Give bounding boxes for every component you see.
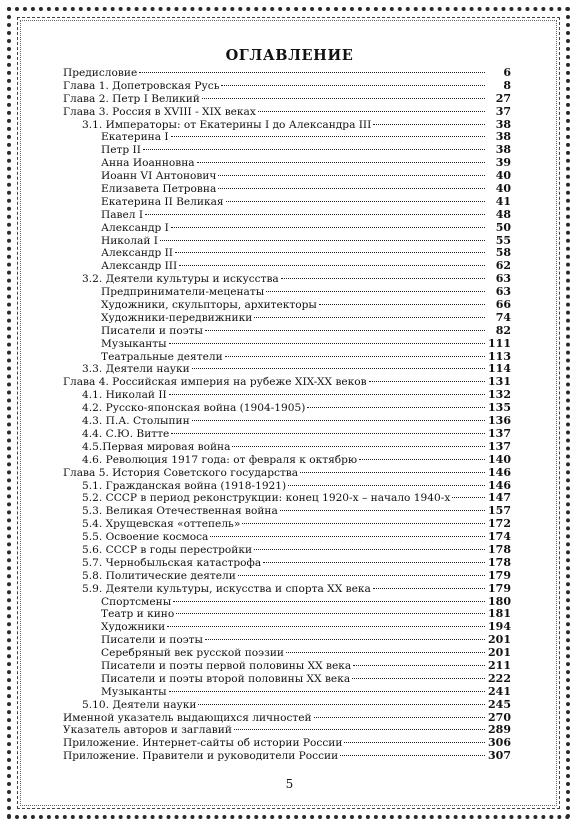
toc-entry[interactable] [63,428,511,441]
toc-entry-label: Приложение. Правители и руководители России [63,750,339,763]
dot-leader [221,84,485,86]
toc-entry[interactable] [63,247,511,260]
toc-entry-label: Художники-передвижники [101,311,253,324]
toc-entry-page: 41 [495,194,511,208]
toc-entry[interactable] [63,621,511,634]
toc-entry-page: 172 [488,517,511,531]
toc-entry[interactable] [63,608,511,621]
toc-entry-label: Писатели и поэты [101,324,203,337]
dot-leader [160,239,485,241]
dot-leader [169,342,485,344]
toc-entry-label: Павел I [101,208,144,221]
toc-entry[interactable] [63,235,511,248]
toc-entry[interactable] [63,67,511,80]
toc-entry-label: 4.1. Николай II [82,389,167,402]
toc-entry[interactable] [63,402,511,415]
toc-entry-page: 147 [488,491,511,505]
toc-entry-label: 3.2. Деятели культуры и искусства [82,273,279,286]
dot-leader [238,574,485,576]
dot-leader [452,496,485,498]
dot-leader [202,97,485,99]
toc-entry-page: 135 [488,401,511,415]
dot-leader [234,728,485,730]
toc-entry-page: 38 [495,130,511,144]
dot-leader [266,290,485,292]
toc-entry-page: 132 [488,388,511,402]
toc-entry[interactable] [63,531,511,544]
dot-leader [171,226,485,228]
dot-leader [340,754,485,756]
toc-entry-page: 38 [495,117,511,131]
toc-entry[interactable] [63,144,511,157]
toc-entry-page: 174 [488,530,511,544]
dot-leader [344,741,485,743]
toc-entry[interactable] [63,196,511,209]
toc-entry-page: 137 [488,439,511,453]
toc-entry[interactable] [63,544,511,557]
toc-entry-page: 27 [495,91,511,105]
toc-entry-page: 38 [495,143,511,157]
dot-leader [192,419,485,421]
dot-leader [145,213,485,215]
toc-entry-page: 222 [488,671,511,685]
toc-entry-page: 62 [495,259,511,273]
toc-entry-label: Иоанн VI Антонович [101,170,217,183]
toc-entry-label: Предисловие [63,67,138,79]
toc-entry[interactable] [63,286,511,299]
toc-entry-page: 58 [495,246,511,260]
toc-entry-page: 179 [488,581,511,595]
toc-entry-label: Писатели и поэты первой половины XX века [101,659,352,672]
toc-entry[interactable] [63,712,511,725]
toc-entry[interactable] [63,647,511,660]
toc-entry[interactable] [63,131,511,144]
toc-entry-page: 146 [488,465,511,479]
toc-entry-page: 66 [495,298,511,312]
dot-leader [226,200,485,202]
toc-entry-page: 82 [495,323,511,337]
toc-entry-label: Театральные деятели [101,350,223,363]
toc-entry[interactable] [63,634,511,647]
toc-entry[interactable] [63,454,511,467]
dot-leader [373,123,485,125]
toc-entry-page: 63 [495,285,511,299]
toc-entry-label: 5.1. Гражданская война (1918-1921) [82,479,287,492]
toc-entry-label: Елизавета Петровна [101,183,217,196]
toc-entry-label: Петр II [101,144,141,157]
toc-entry-label: Екатерина I [101,131,169,144]
toc-entry[interactable] [63,660,511,673]
toc-entry[interactable] [63,480,511,493]
toc-entry-label: 3.3. Деятели науки [82,363,190,376]
toc-entry-page: 194 [488,620,511,634]
toc-entry[interactable] [63,80,511,93]
dot-leader [169,393,485,395]
toc-entry[interactable] [63,583,511,596]
dot-leader [288,484,485,486]
toc-entry[interactable] [63,260,511,273]
toc-entry[interactable] [63,518,511,531]
dot-leader [263,561,485,563]
toc-entry-page: 111 [488,336,511,350]
toc-entry-label: Николай I [101,234,158,247]
dot-leader [258,110,485,112]
toc-entry-page: 39 [495,156,511,170]
toc-entry-page: 201 [488,633,511,647]
dot-leader [171,432,485,434]
dot-leader [232,445,485,447]
toc-entry[interactable] [63,737,511,750]
toc-entry[interactable] [63,492,511,505]
toc-entry-label: Предприниматели-меценаты [101,286,265,299]
dot-leader [280,509,485,511]
toc-entry[interactable] [63,699,511,712]
toc-entry-page: 211 [488,658,511,672]
dot-leader [353,664,485,666]
toc-entry-label: Музыканты [101,685,167,698]
toc-entry[interactable] [63,93,511,106]
toc-entry-page: 114 [488,362,511,376]
dot-leader [210,535,485,537]
toc-entry-label: Художники [101,621,166,634]
dot-leader [143,148,485,150]
toc-entry-label: 5.2. СССР в период реконструкции: конец 1920-х – начало 1940-х [82,492,451,505]
toc-entry[interactable] [63,376,511,389]
toc-entry[interactable] [63,505,511,518]
toc-entry-label: 4.6. Революция 1917 года: от февраля к октябрю [82,453,358,466]
toc-entry-page: 40 [495,182,511,196]
page-title: ОГЛАВЛЕНИЕ [225,47,354,64]
toc-entry[interactable] [63,686,511,699]
toc-entry-label: 4.4. С.Ю. Витте [82,427,170,440]
toc-entry-page: 270 [488,710,511,724]
toc-entry[interactable] [63,557,511,570]
dot-leader [176,612,485,614]
toc-entry[interactable] [63,415,511,428]
toc-entry[interactable] [63,570,511,583]
toc-entry[interactable] [63,467,511,480]
toc-entry[interactable] [63,157,511,170]
dot-leader [314,716,485,718]
toc-entry[interactable] [63,441,511,454]
toc-entry-page: 179 [488,568,511,582]
toc-entry-label: 5.9. Деятели культуры, искусства и спорта XX века [82,582,371,595]
dot-leader [179,264,485,266]
toc-entry[interactable] [63,170,511,183]
dot-leader [192,367,485,369]
toc-entry-page: 74 [495,310,511,324]
toc-entry-page: 289 [488,723,511,737]
toc-entry-page: 113 [488,349,511,363]
toc-entry[interactable] [63,596,511,609]
dot-leader [319,303,485,305]
dot-leader [205,329,485,331]
toc-entry-label: Глава 5. История Советского государства [63,466,299,479]
toc-entry-page: 63 [495,272,511,286]
toc-entry[interactable] [63,222,511,235]
toc-entry-label: Художники, скульпторы, архитекторы [101,299,317,312]
toc-entry-label: Театр и кино [101,608,175,621]
toc-entry-label: Приложение. Интернет-сайты об истории России [63,737,343,750]
toc-entry[interactable] [63,273,511,286]
dot-leader [175,251,485,253]
toc-entry[interactable] [63,363,511,376]
toc-entry-page: 55 [495,233,511,247]
toc-entry-page: 131 [488,375,511,389]
toc-entry-label: Екатерина II Великая [101,195,224,208]
dot-leader [173,600,485,602]
toc-entry[interactable] [63,724,511,737]
toc-entry-page: 50 [495,220,511,234]
toc-entry-label: Глава 2. Петр I Великий [63,92,200,105]
toc-entry-label: 5.5. Освоение космоса [82,531,209,544]
toc-entry-page: 178 [488,555,511,569]
toc-entry[interactable] [63,338,511,351]
toc-entry-page: 157 [488,504,511,518]
toc-entry-page: 245 [488,697,511,711]
dot-leader [352,677,485,679]
toc-entry-label: 4.3. П.А. Столыпин [82,415,190,428]
toc-entry-label: Писатели и поэты второй половины XX века [101,672,351,685]
toc-entry-label: Именной указатель выдающихся личностей [63,711,312,724]
dot-leader [254,316,485,318]
dot-leader [225,355,485,357]
dot-leader [373,587,485,589]
toc-entry-label: 3.1. Императоры: от Екатерины I до Александра III [82,118,372,131]
toc-entry-label: Анна Иоанновна [101,157,195,170]
toc-entry-label: Серебряный век русской поэзии [101,647,284,660]
toc-entry-label: Александр II [101,247,173,260]
toc-entry-label: Указатель авторов и заглавий [63,724,232,737]
toc-entry[interactable] [63,183,511,196]
dot-leader [139,71,485,73]
toc-entry-page: 8 [503,78,511,92]
toc-entry-label: 4.2. Русско-японская война (1904-1905) [82,402,306,415]
dot-leader [218,174,485,176]
dot-leader [286,651,485,653]
toc-entry-label: Глава 1. Допетровская Русь [63,79,220,92]
table-of-contents [63,67,511,763]
dot-leader [197,161,485,163]
toc-entry-label: Музыканты [101,337,167,350]
toc-entry[interactable] [63,325,511,338]
toc-entry[interactable] [63,312,511,325]
toc-entry-page: 178 [488,542,511,556]
toc-entry[interactable] [63,299,511,312]
toc-entry-label: 5.10. Деятели науки [82,698,197,711]
toc-entry-page: 37 [495,104,511,118]
dot-leader [281,277,485,279]
toc-entry[interactable] [63,389,511,402]
dot-leader [300,471,485,473]
toc-entry-page: 181 [488,607,511,621]
toc-entry-page: 307 [488,749,511,763]
toc-entry-label: Спортсмены [101,595,172,608]
toc-entry[interactable] [63,750,511,763]
toc-entry-label: 4.5.Первая мировая война [82,440,231,453]
toc-entry-label: Глава 3. Россия в XVIII - XIX веках [63,105,256,118]
toc-entry-label: Александр I [101,221,169,234]
dot-leader [171,135,485,137]
toc-entry-page: 241 [488,684,511,698]
toc-entry-page: 306 [488,736,511,750]
toc-entry-page: 180 [488,594,511,608]
dot-leader [167,625,485,627]
dot-leader [359,458,485,460]
toc-entry[interactable] [63,673,511,686]
page-number: 5 [285,777,294,791]
dot-leader [205,638,485,640]
toc-entry[interactable] [63,209,511,222]
dot-leader [307,406,485,408]
toc-entry[interactable] [63,351,511,364]
toc-entry[interactable] [63,119,511,132]
dot-leader [169,690,485,692]
toc-entry-page: 136 [488,414,511,428]
toc-entry-label: 5.3. Великая Отечественная война [82,505,278,518]
toc-entry-page: 140 [488,452,511,466]
toc-entry-label: Александр III [101,260,178,273]
toc-entry[interactable] [63,106,511,119]
dot-leader [198,703,485,705]
toc-entry-page: 201 [488,646,511,660]
toc-entry-label: 5.8. Политические деятели [82,569,236,582]
dot-leader [218,187,485,189]
toc-entry-page: 40 [495,169,511,183]
toc-entry-label: 5.7. Чернобыльская катастрофа [82,556,262,569]
toc-entry-label: Писатели и поэты [101,634,203,647]
toc-entry-label: Глава 4. Российская империя на рубеже XIX-XX веков [63,376,367,389]
toc-entry-page: 137 [488,426,511,440]
toc-entry-label: 5.6. СССР в годы перестройки [82,543,253,556]
dot-leader [242,522,485,524]
toc-entry-page: 146 [488,478,511,492]
toc-entry-page: 6 [503,66,511,79]
dot-leader [369,380,485,382]
toc-entry-label: 5.4. Хрущевская «оттепель» [82,518,241,531]
dot-leader [254,548,485,550]
toc-entry-page: 48 [495,207,511,221]
